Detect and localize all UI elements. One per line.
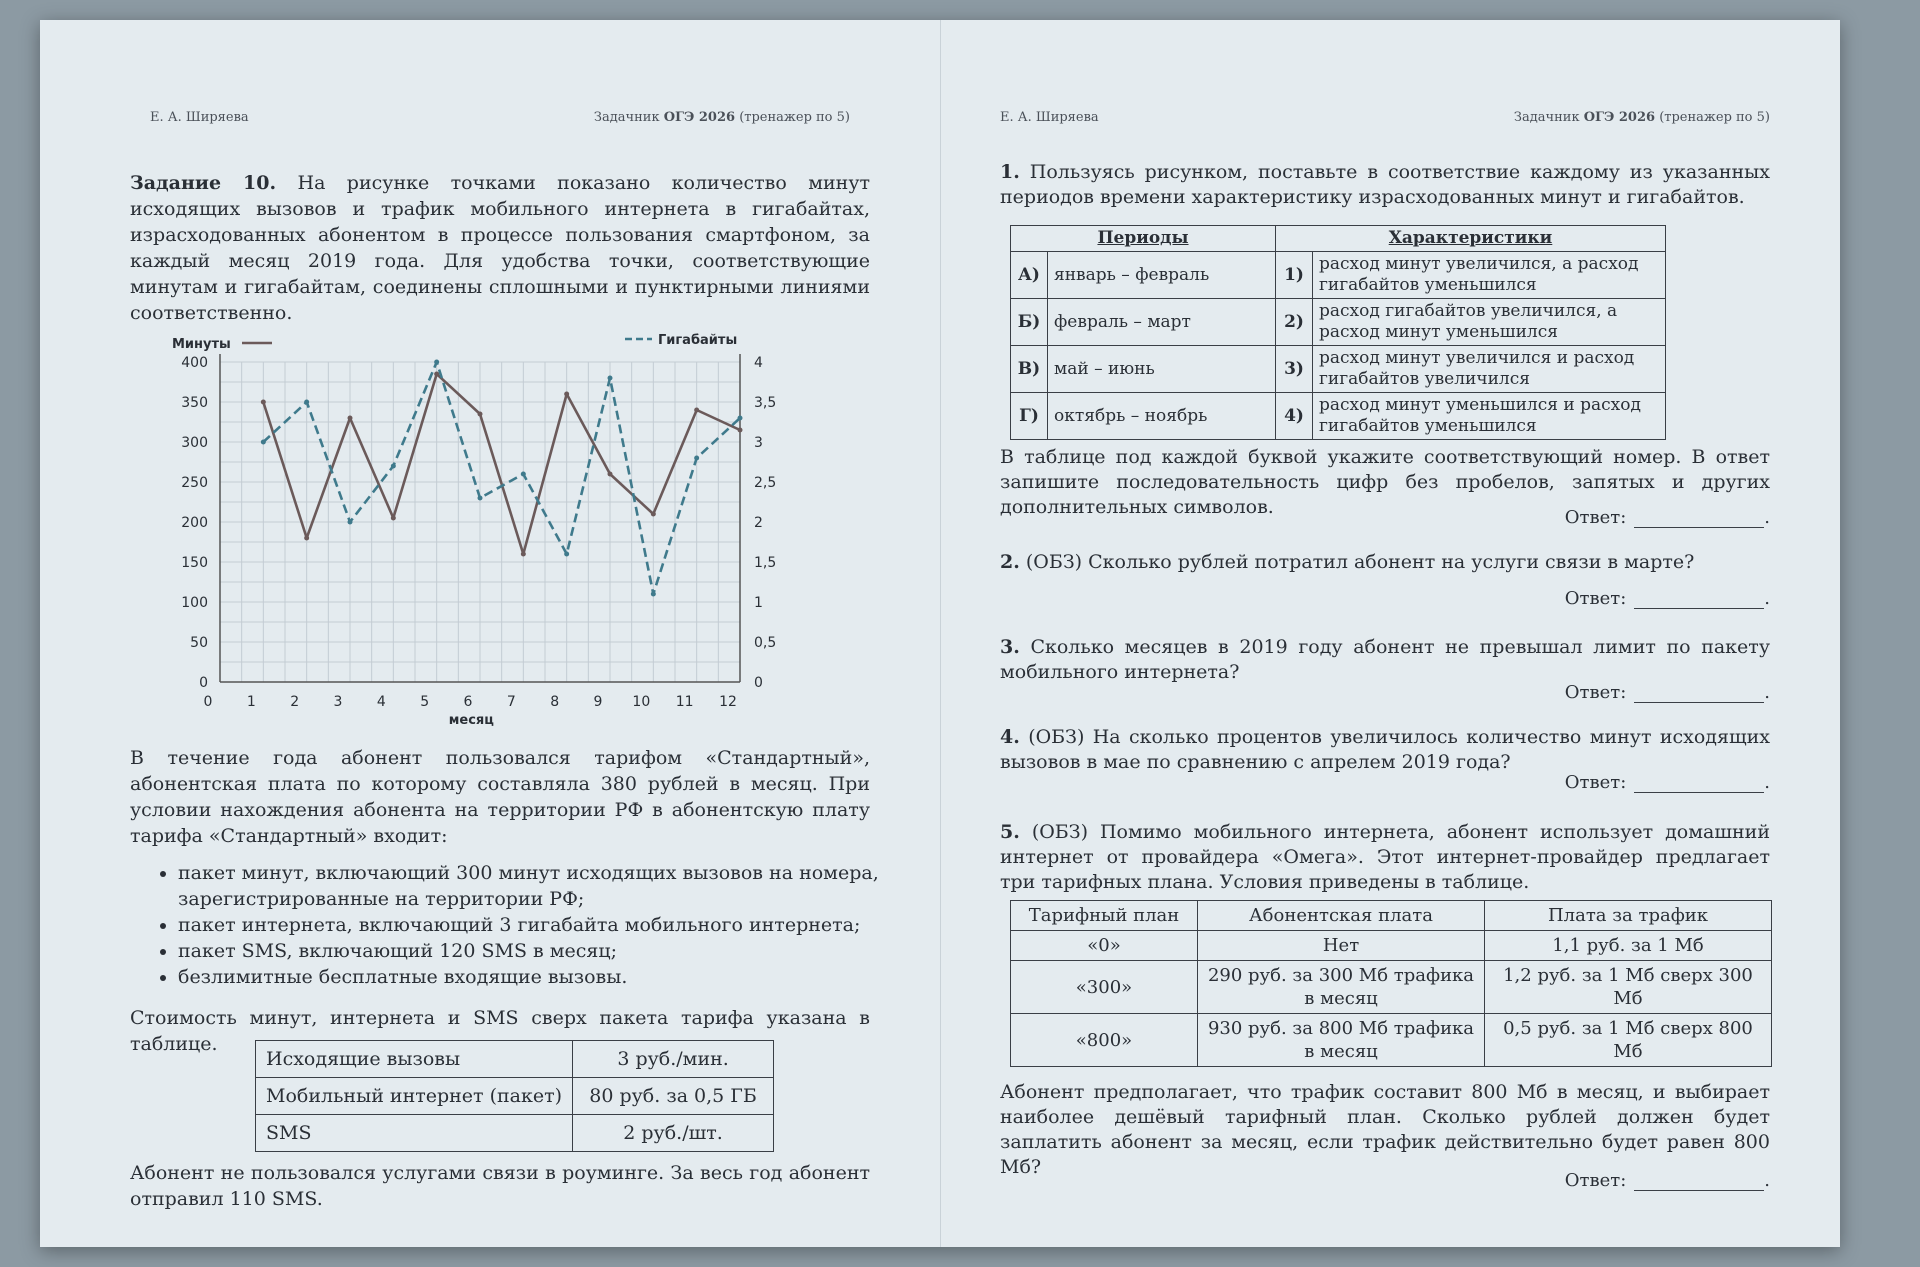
y-tick-label-right: 3,5 — [754, 395, 777, 411]
period-letter: Г) — [1011, 393, 1048, 440]
x-tick-label: 3 — [333, 694, 343, 710]
table-cell: Мобильный интернет (пакет) — [256, 1078, 573, 1115]
y-tick-label-right: 1,5 — [754, 555, 777, 571]
page-author: Е. А. Ширяева — [1000, 110, 1099, 125]
answer-field-2[interactable]: Ответ: . — [1564, 588, 1770, 609]
x-tick-label: 12 — [719, 694, 737, 710]
question-text: (ОБЗ) Сколько рублей потратил абонент на услуги связи в марте? — [1025, 551, 1695, 573]
answer-label: Ответ: — [1564, 682, 1627, 703]
tariff-paragraph: В течение года абонент пользовался тарифом «Стандартный», абонентская плата по которому составляла 380 рублей в месяц. При условии нахождения абонента на территории РФ в абонентскую плату тарифа «Стандартный» входит: — [130, 747, 870, 847]
minutes-data-point — [694, 408, 699, 413]
answer-field-1[interactable]: Ответ: . — [1564, 507, 1770, 528]
y-axis-label-left: Минуты — [172, 337, 231, 352]
question-5 — [1000, 820, 1770, 895]
page-author: Е. А. Ширяева — [150, 110, 249, 125]
table-cell: 80 руб. за 0,5 ГБ — [573, 1078, 774, 1115]
minutes-data-point — [304, 536, 309, 541]
minutes-data-point — [261, 400, 266, 405]
answer-line[interactable] — [1634, 1172, 1764, 1191]
gigabytes-data-point — [651, 592, 656, 597]
y-tick-label-left: 350 — [181, 395, 208, 411]
title-suffix: (тренажер по 5) — [1659, 110, 1770, 125]
y-tick-label-right: 2 — [754, 515, 763, 531]
question-number: 4. — [1000, 726, 1020, 748]
chart-svg — [140, 320, 840, 730]
gigabytes-data-point — [348, 520, 353, 525]
minutes-data-point — [434, 372, 439, 377]
table-cell: 290 руб. за 300 Мб трафика в месяц — [1198, 961, 1485, 1014]
y-tick-label-left: 50 — [190, 635, 208, 651]
column-header: Характеристики — [1276, 226, 1666, 252]
title-bold: ОГЭ 2026 — [1583, 110, 1656, 125]
y-tick-label-right: 4 — [754, 355, 763, 371]
cost-caption: Стоимость минут, интернета и SMS сверх пакета тарифа указана в таблице. — [130, 1007, 870, 1055]
table-cell: «800» — [1011, 1014, 1198, 1067]
gigabytes-data-point — [564, 552, 569, 557]
x-tick-label: 9 — [593, 694, 603, 710]
table-cell: 930 руб. за 800 Мб трафика в месяц — [1198, 1014, 1485, 1067]
table-header-row — [1011, 226, 1666, 252]
answer-line[interactable] — [1634, 684, 1764, 703]
bullet-item: • пакет минут, включающий 300 минут исходящих вызовов на номера, зарегистрированные на территории РФ; — [178, 860, 898, 912]
left-page — [40, 20, 941, 1247]
gigabytes-data-point — [608, 376, 613, 381]
task-label: Задание 10. — [130, 172, 277, 194]
tariff-bullet-list — [150, 860, 898, 990]
y-tick-label-right: 2,5 — [754, 475, 777, 491]
title-prefix: Задачник — [1513, 110, 1580, 125]
minutes-gigabytes-chart — [140, 320, 840, 730]
x-tick-label: 8 — [550, 694, 560, 710]
question-number: 2. — [1000, 551, 1020, 573]
answer-line[interactable] — [1634, 590, 1764, 609]
column-header: Плата за трафик — [1485, 901, 1772, 931]
bullet-item: • безлимитные бесплатные входящие вызовы. — [178, 964, 898, 990]
y-tick-label-left: 200 — [181, 515, 208, 531]
table-cell: Исходящие вызовы — [256, 1041, 573, 1078]
workbook-spread — [40, 20, 1840, 1247]
question-number: 1. — [1000, 161, 1020, 183]
title-prefix: Задачник — [593, 110, 660, 125]
y-tick-label-left: 250 — [181, 475, 208, 491]
minutes-data-point — [608, 472, 613, 477]
answer-line[interactable] — [1634, 509, 1764, 528]
title-suffix: (тренажер по 5) — [739, 110, 850, 125]
question-4 — [1000, 725, 1770, 775]
column-header: Абонентская плата — [1198, 901, 1485, 931]
table-row — [256, 1078, 774, 1115]
table-row — [1011, 393, 1666, 440]
table-cell: «300» — [1011, 961, 1198, 1014]
table-row — [1011, 961, 1772, 1014]
char-cell: расход минут увеличился и расход гигабайтов увеличился — [1313, 346, 1666, 393]
char-number: 2) — [1276, 299, 1313, 346]
table-cell: 1,1 руб. за 1 Мб — [1485, 931, 1772, 961]
x-tick-label: 4 — [376, 694, 386, 710]
table-cell: SMS — [256, 1115, 573, 1152]
y-tick-label-right: 3 — [754, 435, 763, 451]
table-row — [1011, 299, 1666, 346]
y-tick-label-right: 1 — [754, 595, 763, 611]
tariff-plan-table — [1010, 900, 1772, 1067]
x-tick-label: 0 — [203, 694, 213, 710]
gigabytes-data-point — [694, 456, 699, 461]
gigabytes-data-point — [304, 400, 309, 405]
table-row — [1011, 931, 1772, 961]
table-row — [256, 1041, 774, 1078]
table-cell: 0,5 руб. за 1 Мб сверх 800 Мб — [1485, 1014, 1772, 1067]
table-cell: 3 руб./мин. — [573, 1041, 774, 1078]
title-bold: ОГЭ 2026 — [663, 110, 736, 125]
y-tick-label-left: 400 — [181, 355, 208, 371]
table-row — [1011, 252, 1666, 299]
char-cell: расход минут уменьшился и расход гигабайтов уменьшился — [1313, 393, 1666, 440]
answer-field-5[interactable]: Ответ: . — [1564, 1170, 1770, 1191]
question-2 — [1000, 550, 1770, 575]
minutes-data-point — [564, 392, 569, 397]
answer-label: Ответ: — [1564, 1170, 1627, 1191]
gigabytes-data-point — [738, 416, 743, 421]
x-tick-label: 2 — [290, 694, 300, 710]
minutes-data-point — [348, 416, 353, 421]
x-tick-label: 6 — [463, 694, 473, 710]
minutes-data-point — [391, 516, 396, 521]
table-row — [256, 1115, 774, 1152]
y-tick-label-left: 100 — [181, 595, 208, 611]
question-number: 3. — [1000, 636, 1020, 658]
gigabytes-data-point — [391, 464, 396, 469]
table-row — [1011, 346, 1666, 393]
table-cell: 2 руб./шт. — [573, 1115, 774, 1152]
question-text: Сколько месяцев в 2019 году абонент не превышал лимит по пакету мобильного интернета? — [1000, 636, 1770, 683]
right-page — [940, 20, 1840, 1247]
period-letter: А) — [1011, 252, 1048, 299]
period-letter: Б) — [1011, 299, 1048, 346]
x-tick-label: 10 — [632, 694, 651, 710]
table-cell: Нет — [1198, 931, 1485, 961]
table-header-row — [1011, 901, 1772, 931]
answer-label: Ответ: — [1564, 588, 1627, 609]
x-tick-label: 7 — [506, 694, 516, 710]
closing-paragraph: Абонент не пользовался услугами связи в роуминге. За весь год абонент отправил 110 SMS. — [130, 1162, 870, 1210]
period-cell: май – июнь — [1048, 346, 1276, 393]
char-cell: расход минут увеличился, а расход гигабайтов уменьшился — [1313, 252, 1666, 299]
char-cell: расход гигабайтов увеличился, а расход минут уменьшился — [1313, 299, 1666, 346]
x-tick-label: 1 — [246, 694, 256, 710]
table-cell: «0» — [1011, 931, 1198, 961]
minutes-data-point — [651, 512, 656, 517]
task-10-intro — [130, 170, 870, 326]
table-row — [1011, 1014, 1772, 1067]
y-tick-label-right: 0 — [754, 675, 763, 691]
minutes-data-point — [478, 412, 483, 417]
char-number: 3) — [1276, 346, 1313, 393]
column-header: Тарифный план — [1011, 901, 1198, 931]
minutes-data-point — [521, 552, 526, 557]
gigabytes-data-point — [521, 472, 526, 477]
gigabytes-data-point — [434, 360, 439, 365]
task-intro-text: На рисунке точками показано количество минут исходящих вызовов и трафик мобильного интернета в гигабайтах, израсходованных абонентом в процессе пользования смартфоном, за каждый месяц 2019 года. Для удобства точки, соответствующие минутам и гигабайтам, соединены сплошными и пунктирными линиями соответственно. — [130, 172, 871, 324]
char-number: 4) — [1276, 393, 1313, 440]
question-text: (ОБЗ) На сколько процентов увеличилось количество минут исходящих вызовов в мае по сравнению с апрелем 2019 года? — [1000, 726, 1771, 773]
question-text: Пользуясь рисунком, поставьте в соответствие каждому из указанных периодов времени характеристику израсходованных минут и гигабайтов. — [1000, 161, 1770, 208]
bullet-item: • пакет SMS, включающий 120 SMS в месяц; — [178, 938, 898, 964]
question-5-end: Абонент предполагает, что трафик составит 800 Мб в месяц, и выбирает наиболее дешёвый тарифный план. Сколько рублей должен будет заплатить абонент за месяц, если трафик действительно будет равен 800 Мб? — [1000, 1081, 1770, 1178]
page-title — [1514, 110, 1770, 125]
answer-field-4[interactable]: Ответ: . — [1564, 772, 1770, 793]
y-axis-label-right: Гигабайты — [658, 333, 738, 348]
period-letter: В) — [1011, 346, 1048, 393]
question-text: (ОБЗ) Помимо мобильного интернета, абонент использует домашний интернет от провайдера «Омега». Этот интернет-провайдер предлагает три тарифных плана. Условия приведены в таблице. — [1000, 821, 1770, 893]
period-cell: январь – февраль — [1048, 252, 1276, 299]
y-tick-label-left: 150 — [181, 555, 208, 571]
question-1 — [1000, 160, 1770, 210]
x-tick-label: 5 — [420, 694, 430, 710]
x-tick-label: 11 — [675, 694, 694, 710]
column-header: Периоды — [1011, 226, 1276, 252]
matching-table — [1010, 225, 1666, 440]
y-tick-label-right: 0,5 — [754, 635, 777, 651]
period-cell: февраль – март — [1048, 299, 1276, 346]
overage-cost-table — [255, 1040, 774, 1152]
answer-label: Ответ: — [1564, 507, 1627, 528]
page-title — [594, 110, 850, 125]
y-tick-label-left: 0 — [199, 675, 208, 691]
question-3 — [1000, 635, 1770, 685]
answer-field-3[interactable]: Ответ: . — [1564, 682, 1770, 703]
gigabytes-data-point — [478, 496, 483, 501]
period-cell: октябрь – ноябрь — [1048, 393, 1276, 440]
bullet-item: • пакет интернета, включающий 3 гигабайта мобильного интернета; — [178, 912, 898, 938]
question-number: 5. — [1000, 821, 1020, 843]
question-1-instructions: В таблице под каждой буквой укажите соответствующий номер. В ответ запишите последовательность цифр без пробелов, запятых и других дополнительных символов. — [1000, 446, 1770, 518]
minutes-data-point — [738, 428, 743, 433]
char-number: 1) — [1276, 252, 1313, 299]
table-cell: 1,2 руб. за 1 Мб сверх 300 Мб — [1485, 961, 1772, 1014]
y-tick-label-left: 300 — [181, 435, 208, 451]
gigabytes-data-point — [261, 440, 266, 445]
x-axis-label: месяц — [448, 713, 494, 728]
answer-label: Ответ: — [1564, 772, 1627, 793]
answer-line[interactable] — [1634, 774, 1764, 793]
